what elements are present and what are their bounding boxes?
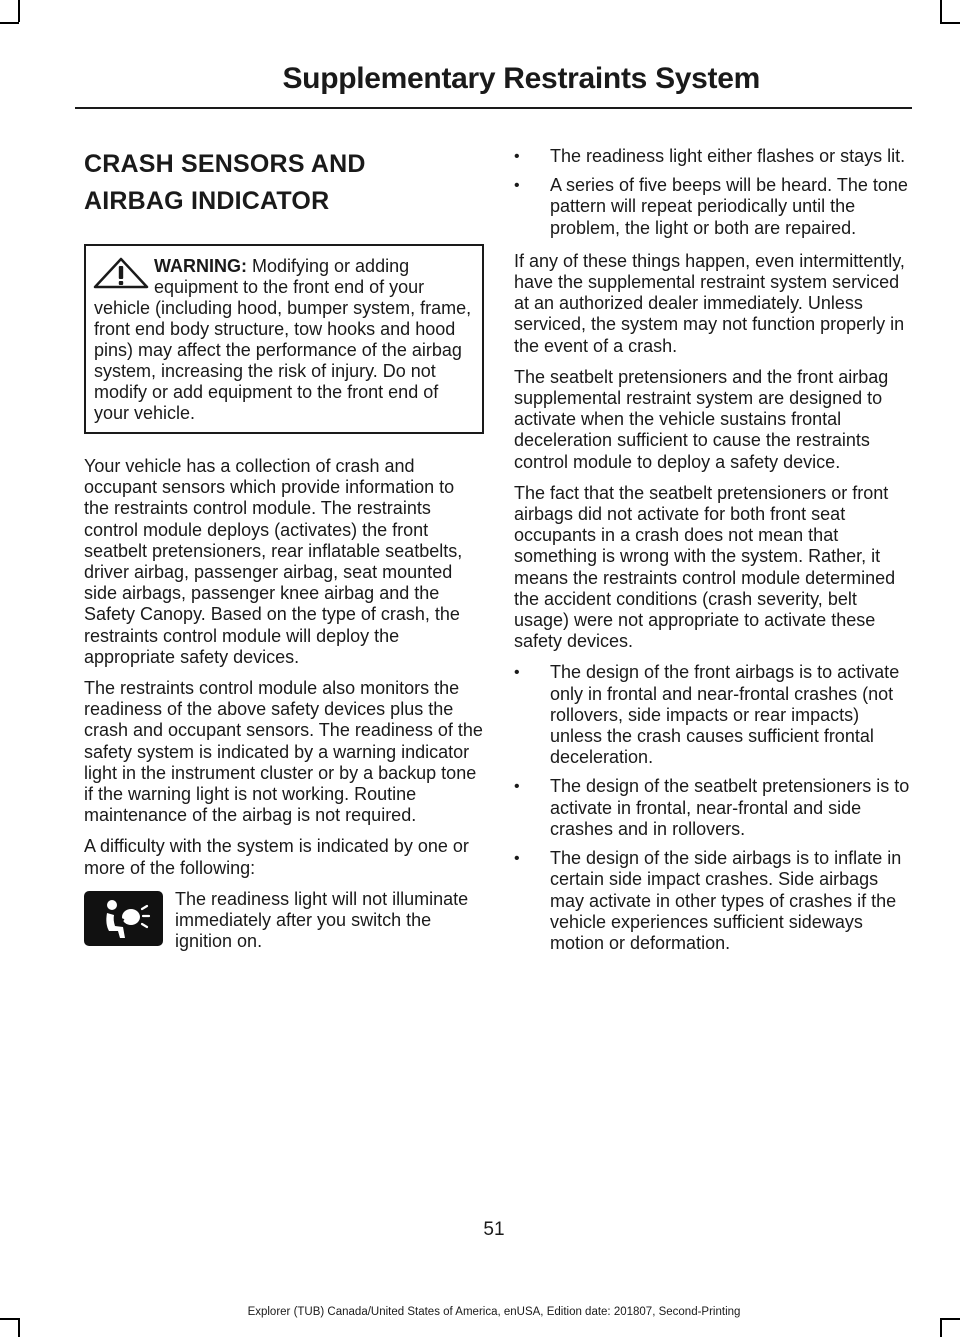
paragraph: The seatbelt pretensioners and the front airbag supplemental restraint system are designed to activate when the vehicle sustains frontal deceleration sufficient to cause the restraints control module to deploy a safety device. <box>514 366 889 472</box>
page-number: 51 <box>483 1219 505 1240</box>
list-item: • A series of five beeps will be heard. The tone pattern will repeat periodically until the problem, the light or both are repaired. <box>514 175 914 239</box>
crop-mark <box>940 1318 942 1337</box>
footer-text: Explorer (TUB) Canada/United States of America, enUSA, Edition date: 201807, Second-Printing <box>247 1306 741 1318</box>
paragraph: The readiness light will not illuminate immediately after you switch the ignition on. <box>175 888 469 952</box>
bullet-list <box>514 662 914 954</box>
section-title <box>84 146 484 220</box>
list-item: • The design of the side airbags is to inflate in certain side impact crashes. Side airbags may activate in other types of crashes if the vehicle experiences sufficient sideways motion or deformation. <box>514 848 914 954</box>
indicator-row <box>84 889 484 953</box>
paragraph: Your vehicle has a collection of crash and occupant sensors which provide information to the restraints control module. The restraints control module deploys (activates) the front seatbelt pretensioners, rear inflatable seatbelts, driver airbag, passenger airbag, seat mounted side airbags, passenger knee airbag and the Safety Canopy. Based on the type of crash, the restraints control module will deploy the appropriate safety devices. <box>84 456 463 667</box>
crop-mark <box>940 1318 960 1320</box>
warning-triangle-icon <box>92 256 150 290</box>
airbag-warning-icon <box>84 891 163 946</box>
left-column <box>84 146 484 952</box>
paragraph: A difficulty with the system is indicated by one or more of the following: <box>84 836 469 878</box>
section-title-line2: AIRBAG INDICATOR <box>84 187 330 215</box>
warning-label: WARNING: <box>154 256 247 276</box>
section-title-line1: CRASH SENSORS AND <box>84 150 366 178</box>
crop-mark <box>940 22 960 24</box>
crop-mark <box>18 1318 20 1337</box>
paragraph: The restraints control module also monitors the readiness of the above safety devices plus the crash and occupant sensors. The readiness of the safety system is indicated by a warning indicator light in the instrument cluster or by a backup tone if the warning light is not working. Routine maintenance of the airbag is not required. <box>84 678 483 826</box>
paragraph: The fact that the seatbelt pretensioners or front airbags did not activate for both front seat occupants in a crash does not mean that something is wrong with the system. Rather, it means the restraints control module determined the accident conditions (crash severity, belt usage) were not appropriate to activate these safety devices. <box>514 482 896 652</box>
list-item: • The readiness light either flashes or stays lit. <box>514 146 914 167</box>
crop-mark <box>0 22 19 24</box>
list-item: • The design of the front airbags is to activate only in frontal and near-frontal crashes (not rollovers, side impacts or rear impacts) unless the crash causes sufficient frontal deceleration. <box>514 662 914 768</box>
right-column <box>514 146 914 966</box>
crop-mark <box>940 0 942 22</box>
crop-mark <box>0 1318 19 1320</box>
warning-text: Modifying or adding equipment to the front end of your vehicle (including hood, bumper system, frame, front end body structure, tow hooks and hood pins) may affect the performance of the airbag system, increasing the risk of injury. Do not modify or add equipment to the front end of your vehicle. <box>94 256 472 423</box>
page-header-title: Supplementary Restraints System <box>282 62 760 95</box>
list-item: • The design of the seatbelt pretensioners is to activate in frontal, near-frontal and side crashes and in rollovers. <box>514 776 914 840</box>
header-divider <box>75 107 912 109</box>
paragraph: If any of these things happen, even intermittently, have the supplemental restraint system serviced at an authorized dealer immediately. Unless serviced, the system may not function properly in the event of a crash. <box>514 250 905 356</box>
crop-mark <box>18 0 20 22</box>
warning-box <box>84 244 484 434</box>
bullet-list <box>514 146 914 239</box>
